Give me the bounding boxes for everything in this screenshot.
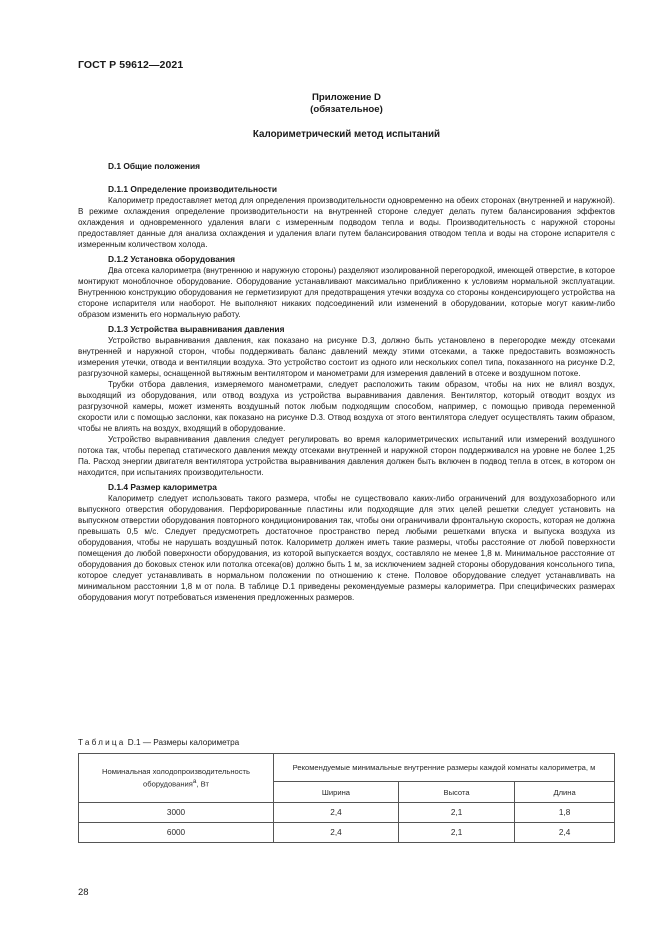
table-caption-word: Таблица [78,738,126,747]
paragraph: Калориметр следует использовать такого размера, чтобы не существовало каких-либо ограничений для воздухозаборного или выпускного отверстия оборудования. Перфорированные пластины или подходящие для этих целей решетки следует установить на выпускном отверстии оборудования повторного кондиционирования так, чтобы они ограничивали фронтальную скорость, которая не должна превышать 0,5 м/с. Следует предусмотреть достаточное пространство перед любыми решетками впуска и выпуска воздуха из оборудования, чтобы не нарушать воздушный поток. Калориметр должен иметь такие размеры, чтобы расстояние от любой поверхности помещения до любой поверхности оборудования, из которой выпускается воздух, составляло не менее 1,8 м. Минимальное расстояние от оборудования до боковых стенок или потолка отсека(ов) должно быть 1 м, за исключением задней стороны оборудования консольного типа, которое следует устанавливать в нормальном положении по отношению к стене. Половое оборудование следует устанавливать на минимальном расстоянии 1,8 м от пола. В таблице D.1 приведены рекомендуемые размеры калориметра. При специфических размерах оборудования могут потребоваться изменения предложенных размеров. [78,494,615,602]
paragraph: Устройство выравнивания давления, как показано на рисунке D.3, должно быть установлено в перегородке между отсеками внутренней и наружной сторон, чтобы поддерживать баланс давлений между этими отсеками, а также предоставить возможность измерения утечки, отвода и вентиляции воздуха. Это устройство состоит из одного или нескольких сопел типа, показанного на рисунке D.2, разгрузочной камеры, оснащенной вытяжным вентилятором и манометрами для измерения давлений в отсеке и воздушном потоке. [78,336,615,378]
paragraph: Трубки отбора давления, измеряемого манометрами, следует расположить таким образом, чтобы на них не влиял воздух, выходящий из оборудования, или отвод воздуха из устройства выравнивания давления. Вентилятор, который отводит воздух из разгрузочной камеры, может изменять воздушный поток любым подходящим способом, например, с помощью привода переменной скорости или с помощью заслонки, как показано на рисунке D.3. Отвод воздуха от этого вентилятора следует осуществлять таким образом, чтобы не влиять на воздух, входящий в оборудование. [78,380,615,433]
paragraph: Два отсека калориметра (внутреннюю и наружную стороны) разделяют изолированной перегородкой, имеющей отверстие, в которое монтируют моноблочное оборудование. Оборудование устанавливают максимально приближенно к условиям нормальной эксплуатации. Внутреннюю конструкцию оборудования не герметизируют для предотвращения утечки воздуха со стороны конденсирующего устройства на стороне испарителя или наоборот. Не выполняют никаких подсоединений или изменений в оборудовании, которые могут каким-либо образом изменить его нормальную работу. [78,266,615,319]
table-row: 6000 2,4 2,1 2,4 [79,823,615,843]
section-heading-d13: D.1.3 Устройства выравнивания давления [108,324,285,334]
paragraph: Устройство выравнивания давления следует регулировать во время калориметрических испытаний или измерений воздушного потока так, чтобы перепад статического давления между отсеками внутренней и наружной сторон поддерживался на уровне не более 1,25 Па. Расход энергии двигателя вентилятора устройства выравнивания давления должен быть включен в подвод тепла в отсек, в котором он находится, при испытаниях производительности. [78,435,615,477]
section-heading-d11: D.1.1 Определение производительности [108,184,278,194]
section-heading-d14: D.1.4 Размер калориметра [108,482,217,492]
table-header-height: Высота [398,782,514,803]
table-header-group: Рекомендуемые минимальные внутренние размеры каждой комнаты калориметра, м [274,754,615,782]
table-header-width: Ширина [274,782,399,803]
section-heading-d12: D.1.2 Установка оборудования [108,254,236,264]
table-caption [78,738,239,747]
paragraph: Калориметр предоставляет метод для определения производительности одновременно на обеих сторонах (внутренней и наружной). В режиме охлаждения определение производительности на внутренней стороне следует делать путем балансирования эффектов охлаждения и одновременного удаления влаги с измеренным подводом тепла и воды. Производительность с наружной стороны предоставляет данные для анализа охлаждения и удаления влаги путем балансирования отводом тепла и воды на стороне испарителя с измеренным количеством холода. [78,196,615,249]
document-body [78,161,615,603]
annex-method-title: Калориметрический метод испытаний [252,129,441,140]
annex-status: (обязательное) [310,104,383,115]
section-heading-d1: D.1 Общие положения [108,161,201,171]
table-header-length: Длина [515,782,615,803]
annex-title: Приложение D [312,92,381,103]
standard-header: ГОСТ Р 59612—2021 [78,59,184,71]
calorimeter-dimensions-table [78,753,615,843]
table-row: 3000 2,4 2,1 1,8 [79,803,615,823]
table-caption-text: D.1 — Размеры калориметра [127,738,240,747]
page-number: 28 [78,887,89,898]
table-header-capacity: Номинальная холодопроизводительность оборудования$^a$, Вт [79,754,274,803]
